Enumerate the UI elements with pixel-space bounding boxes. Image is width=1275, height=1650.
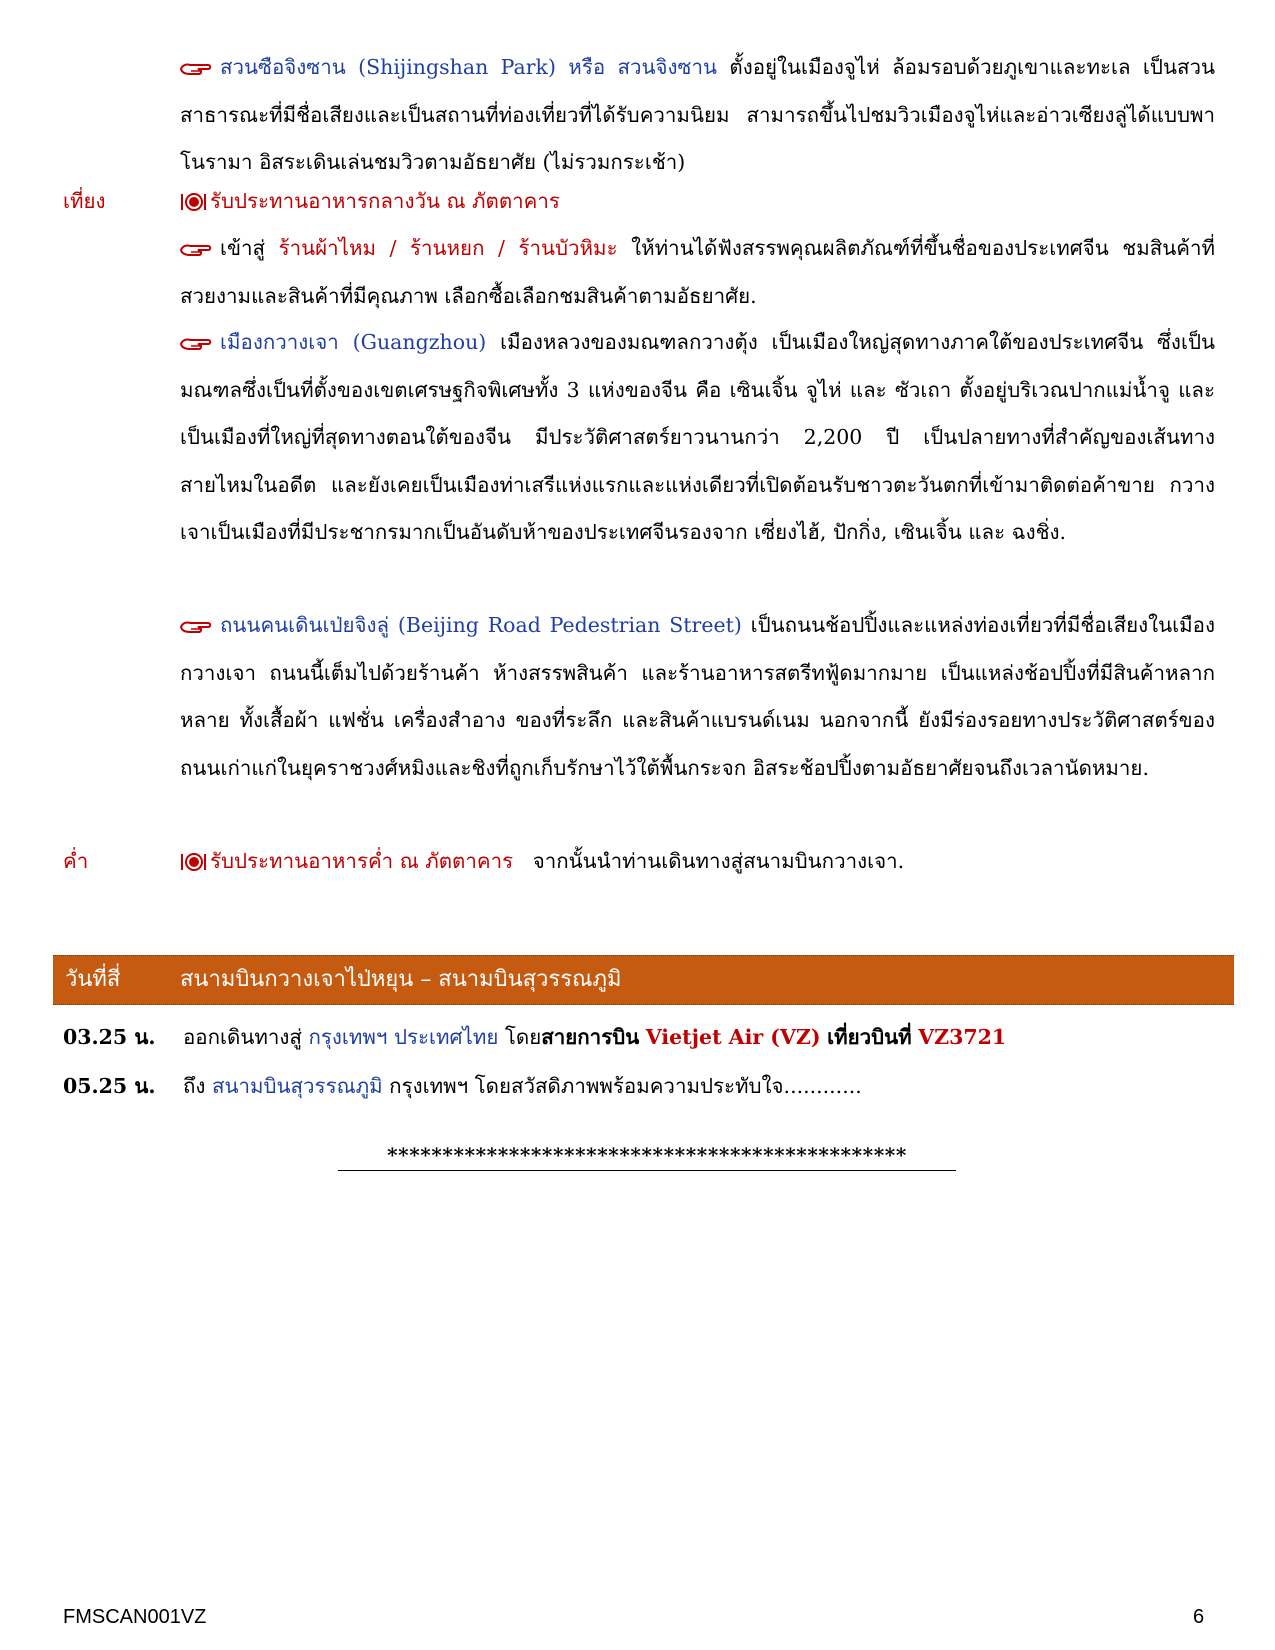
paragraph-text: เมืองหลวงของมณฑลกวางตุ้ง เป็นเมืองใหญ่สุดทางภาคใต้ของประเทศจีน ซึ่งเป็นมณฑลซึ่งเป็นที่ตั้งของเขตเศรษฐกิจพิเศษทั้ง 3 แห่งของจีน คือ เซินเจิ้น จูไห่ และ ซัวเถา ตั้งอยู่บริเวณปากแม่น้ำจู และเป็นเมืองที่ใหญ่ที่สุดทางตอนใต้ของจีน มีประวัติศาสตร์ยาวนานกว่า 2,200 ปี เป็นปลายทางที่สำคัญของเส้นทางสายไหมในอดีต และยังเคยเป็นเมืองท่าเสรีแห่งแรกและแห่งเดียวที่เปิดต้อนรับชาวตะวันตกที่เข้ามาติดต่อค้าขาย กวางเจาเป็นเมืองที่มีประชากรมากเป็นอันดับห้าของประเทศจีนรองจาก เซี่ยงไฮ้, ปักกิ่ง, เซินเจิ้น และ ฉงชิ่ง. bbox=[180, 330, 1215, 544]
pointing-hand-icon bbox=[180, 618, 212, 636]
arrive-time: 05.25 น. bbox=[63, 1074, 156, 1098]
dinner-line bbox=[180, 838, 1215, 886]
day-header-bar bbox=[53, 955, 1234, 1005]
depart-by: โดย bbox=[504, 1025, 542, 1049]
paragraph-guangzhou bbox=[180, 319, 1215, 557]
arrive-rest: กรุงเทพฯ โดยสวัสดิภาพพร้อมความประทับใจ............ bbox=[389, 1074, 862, 1098]
page-number: 6 bbox=[1193, 1606, 1205, 1628]
paragraph-text: ตั้งอยู่ในเมืองจูไห่ ล้อมรอบด้วยภูเขาและทะเล เป็นสวนสาธารณะที่มีชื่อเสียงและเป็นสถานที่ท่องเที่ยวที่ได้รับความนิยม สามารถขึ้นไปชมวิวเมืองจูไห่และอ่าวเซียงลู่ได้แบบพาโนรามา อิสระเดินเล่นชมวิวตามอัธยาศัย (ไม่รวมกระเช้า) bbox=[180, 55, 1215, 174]
day-label: วันที่สี่ bbox=[65, 967, 121, 992]
paragraph-text: เป็นถนนช้อปปิ้งและแหล่งท่องเที่ยวที่มีชื่อเสียงในเมืองกวางเจา ถนนนี้เต็มไปด้วยร้านค้า ห้างสรรพสินค้า และร้านอาหารสตรีทฟู้ดมากมาย เป็นแหล่งช้อปปิ้งที่มีสินค้าหลากหลาย ทั้งเสื้อผ้า แฟชั่น เครื่องสำอาง ของที่ระลึก และสินค้าแบรนด์เนม นอกจากนี้ ยังมีร่องรอยทางประวัติศาสตร์ของถนนเก่าแก่ในยุคราชวงศ์หมิงและชิงที่ถูกเก็บรักษาไว้ใต้พื้นกระจก อิสระช้อปปิ้งตามอัธยาศัยจนถึงเวลานัดหมาย. bbox=[180, 613, 1215, 780]
flight-label: เที่ยวบินที่ bbox=[827, 1025, 912, 1049]
lunch-meal: รับประทานอาหารกลางวัน ณ ภัตตาคาร bbox=[210, 189, 560, 213]
shops-intro: เข้าสู่ bbox=[220, 236, 266, 260]
paragraph-shops bbox=[180, 225, 1215, 320]
depart-dest: กรุงเทพฯ ประเทศไทย bbox=[308, 1025, 499, 1049]
depart-time: 03.25 น. bbox=[63, 1025, 156, 1049]
shops-list: ร้านผ้าไหม / ร้านหยก / ร้านบัวหิมะ bbox=[278, 236, 618, 260]
lunch-label: เที่ยง bbox=[63, 189, 106, 213]
depart-pre: ออกเดินทางสู่ bbox=[183, 1025, 302, 1049]
pointing-hand-icon bbox=[180, 335, 212, 353]
plate-cutlery-icon bbox=[180, 192, 206, 212]
dinner-label: ค่ำ bbox=[63, 849, 89, 873]
place-shijingshan: สวนซือจิงซาน (Shijingshan Park) หรือ สวนจิงซาน bbox=[220, 55, 717, 79]
dinner-meal: รับประทานอาหารค่ำ ณ ภัตตาคาร bbox=[210, 849, 514, 873]
footer-code: FMSCAN001VZ bbox=[63, 1606, 207, 1628]
pointing-hand-icon bbox=[180, 241, 212, 259]
paragraph-text: ให้ท่านได้ฟังสรรพคุณผลิตภัณฑ์ที่ขึ้นชื่อของประเทศจีน ชมสินค้าที่สวยงามและสินค้าที่มีคุณภาพ เลือกซื้อเลือกชมสินค้าตามอัธยาศัย. bbox=[180, 236, 1215, 308]
airline-label: สายการบิน bbox=[541, 1025, 640, 1049]
pointing-hand-icon bbox=[180, 60, 212, 78]
separator-stars: *********************************************** bbox=[338, 1140, 956, 1171]
plate-cutlery-icon bbox=[180, 852, 206, 872]
arrive-dest: สนามบินสุวรรณภูมิ bbox=[211, 1074, 383, 1098]
paragraph-shijingshan bbox=[180, 44, 1215, 187]
arrive-pre: ถึง bbox=[183, 1074, 206, 1098]
day-title: สนามบินกวางเจาไป่หยุน – สนามบินสุวรรณภูมิ bbox=[180, 967, 622, 992]
dinner-text: จากนั้นนำท่านเดินทางสู่สนามบินกวางเจา. bbox=[532, 849, 905, 873]
depart-text bbox=[183, 1017, 1006, 1057]
arrive-text bbox=[183, 1066, 862, 1106]
paragraph-beijing-road bbox=[180, 602, 1215, 792]
place-beijing-road: ถนนคนเดินเป่ยจิงลู่ (Beijing Road Pedestrian Street) bbox=[220, 613, 742, 637]
place-guangzhou: เมืองกวางเจา (Guangzhou) bbox=[220, 330, 487, 354]
lunch-line bbox=[180, 178, 1215, 226]
airline-name: Vietjet Air (VZ) bbox=[645, 1025, 821, 1049]
flight-number: VZ3721 bbox=[918, 1025, 1007, 1049]
